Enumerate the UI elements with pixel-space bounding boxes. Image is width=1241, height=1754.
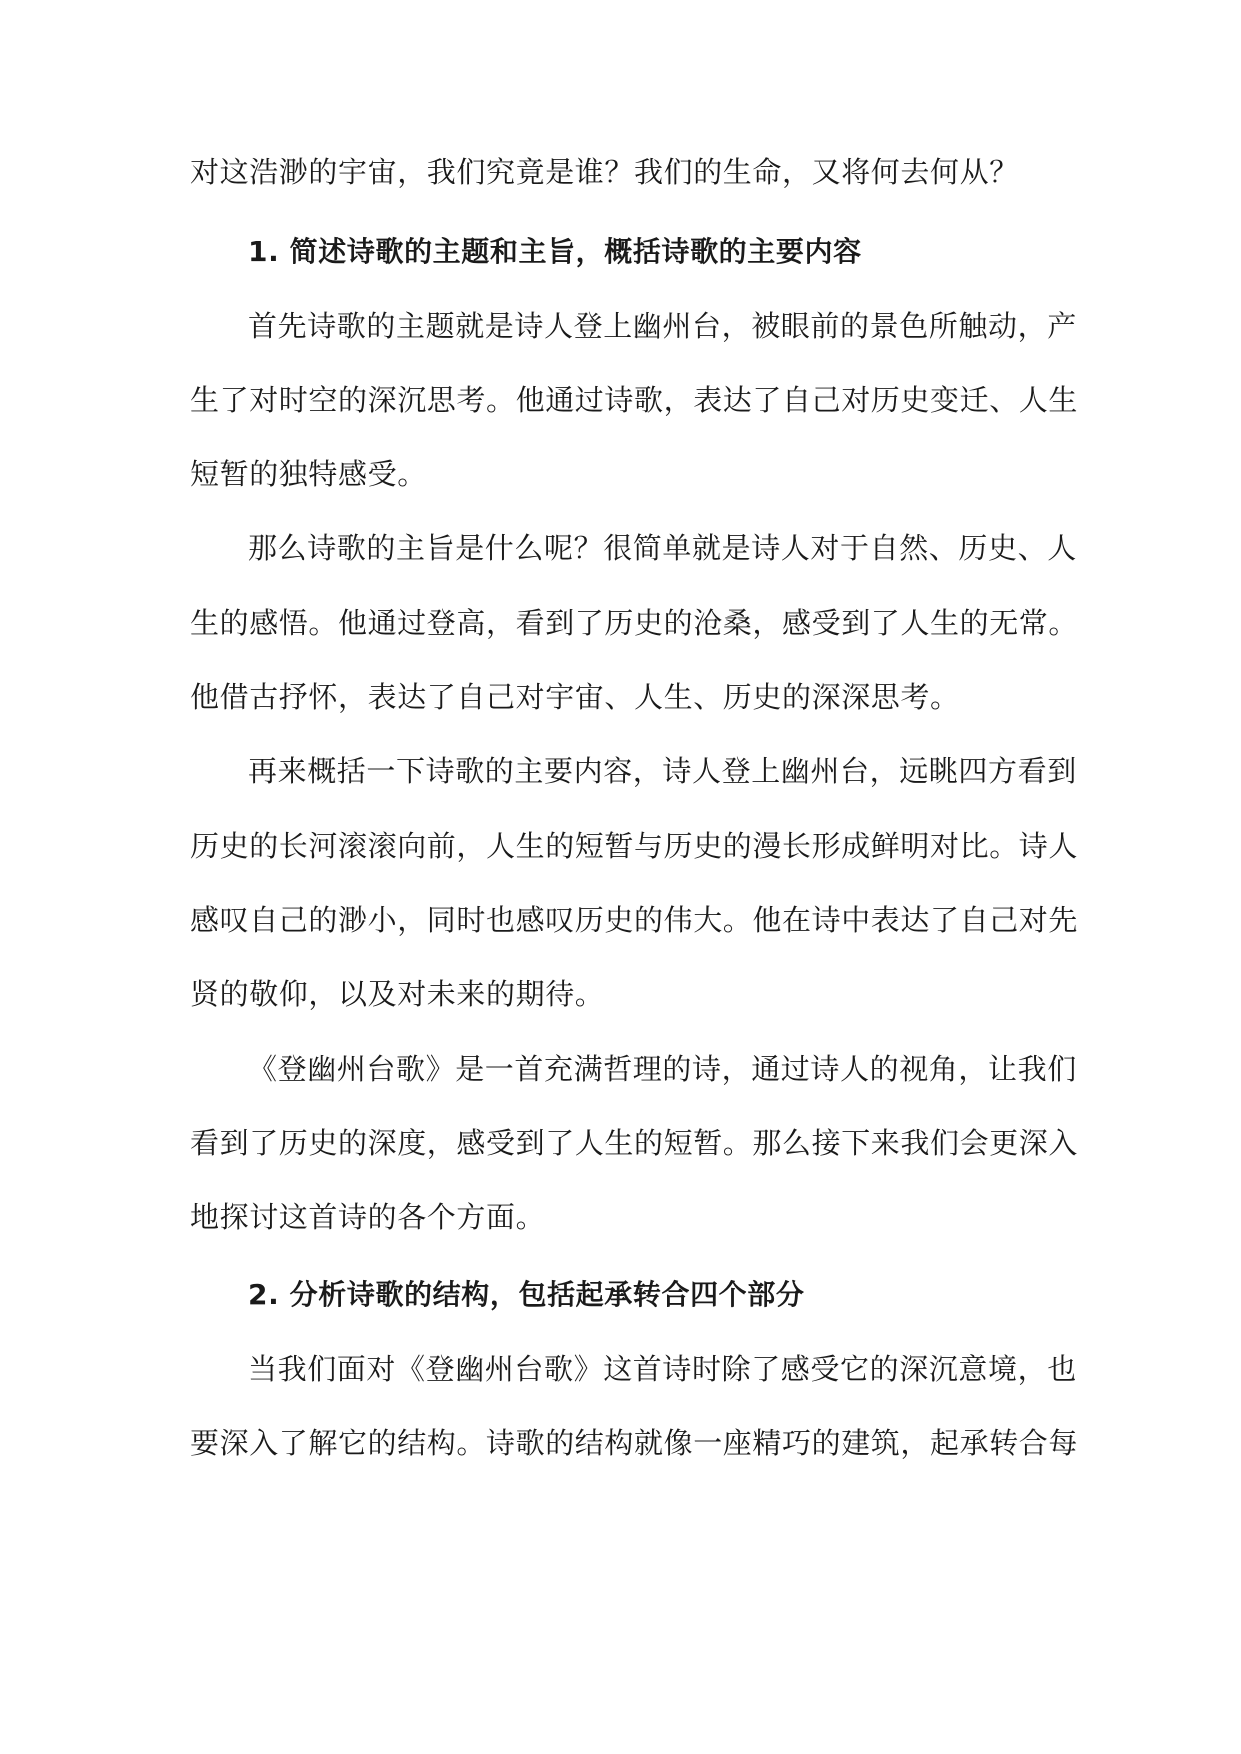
paragraph-line: 生了对时空的深沉思考。他通过诗歌，表达了自己对历史变迁、人生: [190, 383, 1079, 417]
paragraph-line: 历史的长河滚滚向前，人生的短暂与历史的漫长形成鲜明对比。诗人: [190, 829, 1079, 863]
paragraph-line: 《登幽州台歌》是一首充满哲理的诗，通过诗人的视角，让我们: [248, 1052, 1077, 1086]
paragraph-line: 那么诗歌的主旨是什么呢？很简单就是诗人对于自然、历史、人: [248, 531, 1077, 565]
paragraph-line: 短暂的独特感受。: [190, 457, 427, 491]
paragraph-line: 再来概括一下诗歌的主要内容，诗人登上幽州台，远眺四方看到: [248, 754, 1077, 788]
section-heading-1: 1. 简述诗歌的主题和主旨，概括诗歌的主要内容: [248, 235, 862, 268]
paragraph-line: 对这浩渺的宇宙，我们究竟是谁？我们的生命，又将何去何从？: [190, 155, 1019, 189]
paragraph-line: 感叹自己的渺小，同时也感叹历史的伟大。他在诗中表达了自己对先: [190, 903, 1079, 937]
paragraph-line: 地探讨这首诗的各个方面。: [190, 1200, 546, 1234]
paragraph-line: 首先诗歌的主题就是诗人登上幽州台，被眼前的景色所触动，产: [248, 309, 1077, 343]
paragraph-line: 他借古抒怀，表达了自己对宇宙、人生、历史的深深思考。: [190, 680, 960, 714]
paragraph-line: 当我们面对《登幽州台歌》这首诗时除了感受它的深沉意境，也: [248, 1352, 1077, 1386]
paragraph-line: 贤的敬仰，以及对未来的期待。: [190, 977, 605, 1011]
paragraph-line: 看到了历史的深度，感受到了人生的短暂。那么接下来我们会更深入: [190, 1126, 1079, 1160]
section-heading-2: 2. 分析诗歌的结构，包括起承转合四个部分: [248, 1278, 805, 1311]
paragraph-line: 生的感悟。他通过登高，看到了历史的沧桑，感受到了人生的无常。: [190, 606, 1079, 640]
paragraph-line: 要深入了解它的结构。诗歌的结构就像一座精巧的建筑，起承转合每: [190, 1426, 1079, 1460]
